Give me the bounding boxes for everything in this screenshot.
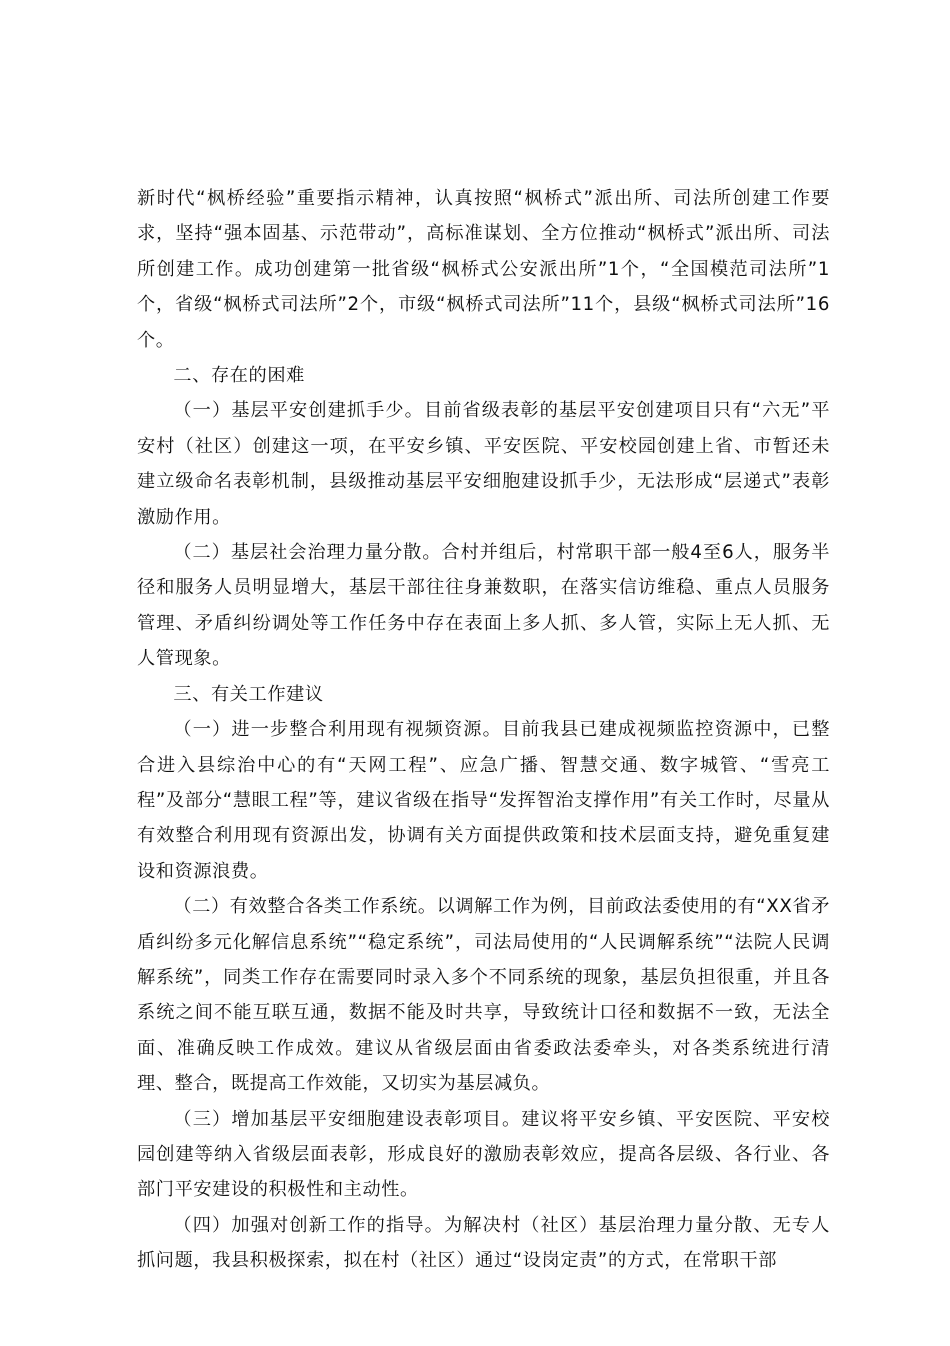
paragraph-suggestion-3: （三）增加基层平安细胞建设表彰项目。建议将平安乡镇、平安医院、平安校园创建等纳入省级层面表彰，形成良好的激励表彰效应，提高各层级、各行业、各部门平安建设的积极性和主动性。 [137, 1108, 830, 1201]
paragraph-continuation: 新时代“枫桥经验”重要指示精神，认真按照“枫桥式”派出所、司法所创建工作要求，坚持“强本固基、示范带动”，高标准谋划、全方位推动“枫桥式”派出所、司法所创建工作。成功创建第一批省级“枫桥式公安派出所”1个，“全国模范司法所”1个，省级“枫桥式司法所”2个，市级“枫桥式司法所”11个，县级“枫桥式司法所”16个。 [137, 188, 830, 351]
paragraph-difficulty-1: （一）基层平安创建抓手少。目前省级表彰的基层平安创建项目只有“六无”平安村（社区）创建这一项，在平安乡镇、平安医院、平安校园创建上省、市暂还未建立级命名表彰机制，县级推动基层平安细胞建设抓手少，无法形成“层递式”表彰激励作用。 [137, 400, 830, 528]
paragraph-difficulty-2: （二）基层社会治理力量分散。合村并组后，村常职干部一般4至6人，服务半径和服务人员明显增大，基层干部往往身兼数职，在落实信访维稳、重点人员服务管理、矛盾纠纷调处等工作任务中存在表面上多人抓、多人管，实际上无人抓、无人管现象。 [137, 542, 830, 670]
paragraph-suggestion-4: （四）加强对创新工作的指导。为解决村（社区）基层治理力量分散、无专人抓问题，我县积极探索，拟在村（社区）通过“设岗定责”的方式，在常职干部 [137, 1214, 830, 1272]
section-heading-suggestions: 三、有关工作建议 [173, 683, 324, 705]
paragraph-suggestion-1: （一）进一步整合利用现有视频资源。目前我县已建成视频监控资源中，已整合进入县综治中心的有“天网工程”、应急广播、智慧交通、数字城管、“雪亮工程”及部分“慧眼工程”等，建议省级在指导“发挥智治支撑作用”有关工作时，尽量从有效整合利用现有资源出发，协调有关方面提供政策和技术层面支持，避免重复建设和资源浪费。 [137, 719, 830, 882]
paragraph-suggestion-2: （二）有效整合各类工作系统。以调解工作为例，目前政法委使用的有“XX省矛盾纠纷多元化解信息系统”“稳定系统”，司法局使用的“人民调解系统”“法院人民调解系统”，同类工作存在需要同时录入多个不同系统的现象，基层负担很重，并且各系统之间不能互联互通，数据不能及时共享，导致统计口径和数据不一致，无法全面、准确反映工作成效。建议从省级层面由省委政法委牵头，对各类系统进行清理、整合，既提高工作效能，又切实为基层减负。 [137, 896, 830, 1095]
document-body [137, 181, 830, 1279]
section-heading-difficulties: 二、存在的困难 [173, 365, 305, 387]
